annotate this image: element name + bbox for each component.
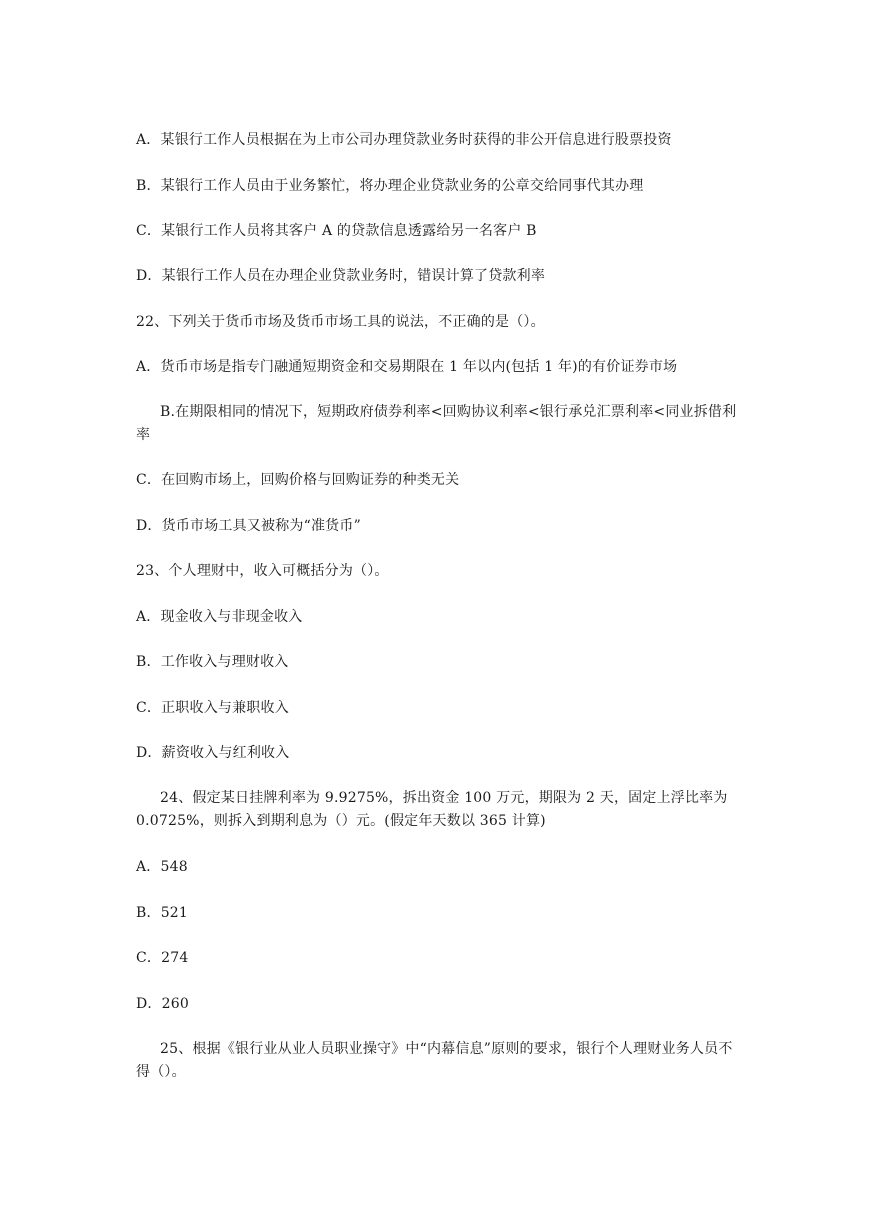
q24-option-a: A．548 [136,859,188,875]
q23-stem: 23、个人理财中，收入可概括分为（）。 [136,563,389,579]
q21-option-a: A．某银行工作人员根据在为上市公司办理贷款业务时获得的非公开信息进行股票投资 [136,132,672,148]
q23-option-d: D．薪资收入与红利收入 [136,745,290,761]
q24-option-d: D．260 [136,996,189,1012]
q21-option-b: B．某银行工作人员由于业务繁忙，将办理企业贷款业务的公章交给同事代其办理 [136,178,644,194]
q21-option-c: C．某银行工作人员将其客户 A 的贷款信息透露给另一名客户 B [136,223,537,239]
q24-option-b: B．521 [136,905,189,921]
q22-option-c: C．在回购市场上，回购价格与回购证券的种类无关 [136,472,460,488]
q22-stem: 22、下列关于货币市场及货币市场工具的说法，不正确的是（）。 [136,314,545,330]
q23-option-a: A．现金收入与非现金收入 [136,609,303,625]
q22-option-b: B.在期限相同的情况下，短期政府债券利率<回购协议利率<银行承兑汇票利率<同业拆借利率 [136,404,737,443]
q24-option-c: C．274 [136,950,189,966]
q22-option-d: D．货币市场工具又被称为“准货币” [136,518,361,534]
q23-option-b: B．工作收入与理财收入 [136,654,289,670]
q22-option-a: A．货币市场是指专门融通短期资金和交易期限在 1 年以内(包括 1 年)的有价证券市场 [136,359,678,375]
q24-stem: 24、假定某日挂牌利率为 9.9275%，拆出资金 100 万元，期限为 2 天，固定上浮比率为 0.0725%，则拆入到期利息为（）元。(假定年天数以 365 计算) [136,790,728,829]
q23-option-c: C．正职收入与兼职收入 [136,700,289,716]
q25-stem: 25、根据《银行业从业人员职业操守》中“内幕信息”原则的要求，银行个人理财业务人员不得（）。 [136,1041,733,1080]
q21-option-d: D．某银行工作人员在办理企业贷款业务时，错误计算了贷款利率 [136,268,546,284]
